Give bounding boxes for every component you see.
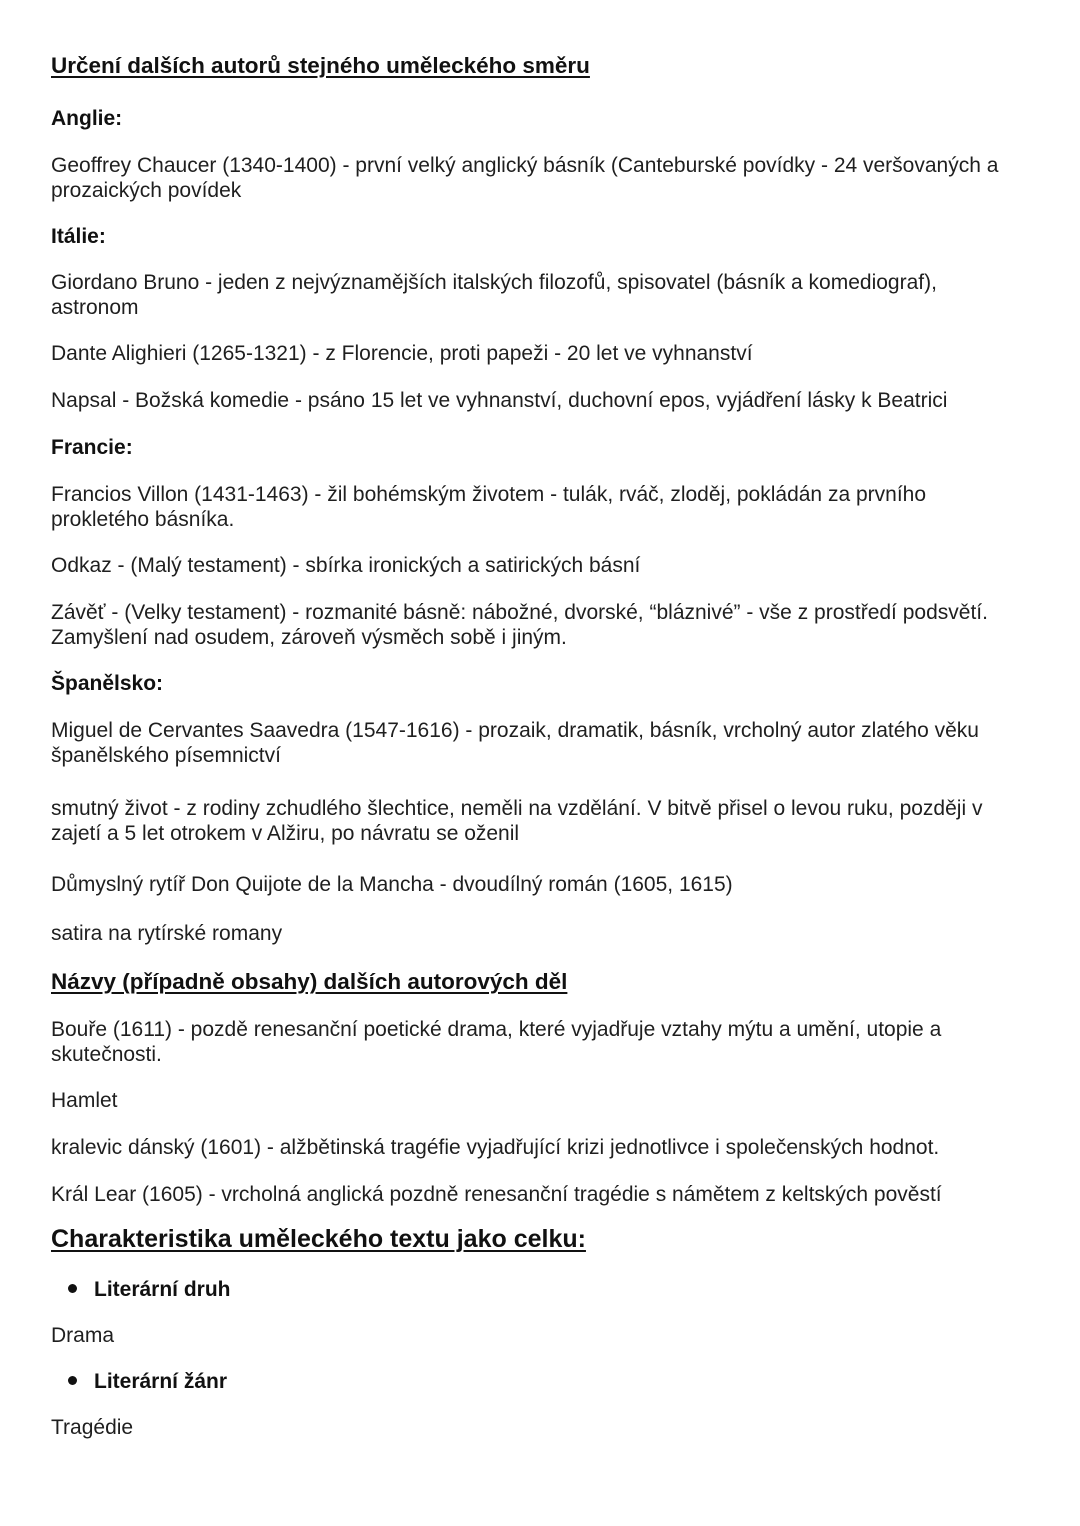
bullet-dot-icon	[68, 1376, 77, 1385]
bullet-literary-kind	[68, 1277, 231, 1302]
paragraph-hamlet-desc: kralevic dánský (1601) - alžbětinská tragéfie vyjadřující krizi jednotlivce i společenských hodnot.	[51, 1136, 940, 1159]
paragraph-chaucer: Geoffrey Chaucer (1340-1400) - první velký anglický básník (Canteburské povídky - 24 veršovaných a prozaických povídek	[51, 154, 999, 202]
heading-works: Názvy (případně obsahy) dalších autorových děl	[51, 969, 568, 994]
paragraph-zavet: Závěť - (Velky testament) - rozmanité básně: nábožné, dvorské, “bláznivé” - vše z prostředí podsvětí. Zamyšlení nad osudem, zároveň výsměch sobě i jiným.	[51, 601, 988, 649]
paragraph-king-lear: Král Lear (1605) - vrcholná anglická pozdně renesanční tragédie s námětem z keltských pověstí	[51, 1183, 942, 1206]
paragraph-satire: satira na rytírské romany	[51, 922, 283, 945]
bullet-label: Literární žánr	[94, 1370, 228, 1393]
country-heading-france: Francie:	[51, 436, 133, 459]
country-heading-spain: Španělsko:	[51, 672, 164, 695]
heading-characteristics: Charakteristika uměleckého textu jako celku:	[51, 1225, 586, 1253]
bullet-label: Literární druh	[94, 1278, 231, 1301]
country-heading-england: Anglie:	[51, 107, 123, 130]
paragraph-hamlet: Hamlet	[51, 1089, 118, 1112]
paragraph-boure: Bouře (1611) - pozdě renesanční poetické drama, které vyjadřuje vztahy mýtu a umění, utopie a skutečnosti.	[51, 1018, 942, 1066]
paragraph-dante: Dante Alighieri (1265-1321) - z Florencie, proti papeži - 20 let ve vyhnanství	[51, 342, 753, 365]
bullet-literary-genre	[68, 1369, 227, 1394]
country-heading-italy: Itálie:	[51, 225, 106, 248]
paragraph-don-quijote: Důmyslný rytíř Don Quijote de la Mancha - dvoudílný román (1605, 1615)	[51, 873, 733, 896]
paragraph-cervantes-life: smutný život - z rodiny zchudlého šlechtice, neměli na vzdělání. V bitvě přisel o levou ruku, později v zajetí a 5 let otrokem v Alžiru, po návratu se oženil	[51, 797, 983, 845]
heading-authors: Určení dalších autorů stejného uměleckého směru	[51, 53, 590, 78]
paragraph-villon: Francios Villon (1431-1463) - žil bohémským životem - tulák, rváč, zloděj, pokládán za prvního prokletého básníka.	[51, 483, 927, 531]
value-literary-genre: Tragédie	[51, 1416, 134, 1439]
paragraph-cervantes: Miguel de Cervantes Saavedra (1547-1616) - prozaik, dramatik, básník, vrcholný autor zlatého věku španělského písemnictví	[51, 719, 979, 767]
bullet-dot-icon	[68, 1284, 77, 1293]
paragraph-bruno: Giordano Bruno - jeden z nejvýznamějších italských filozofů, spisovatel (básník a komediograf), astronom	[51, 271, 937, 319]
paragraph-divine-comedy: Napsal - Božská komedie - psáno 15 let ve vyhnanství, duchovní epos, vyjádření lásky k Beatrici	[51, 389, 948, 412]
value-literary-kind: Drama	[51, 1324, 115, 1347]
paragraph-odkaz: Odkaz - (Malý testament) - sbírka ironických a satirických básní	[51, 554, 641, 577]
